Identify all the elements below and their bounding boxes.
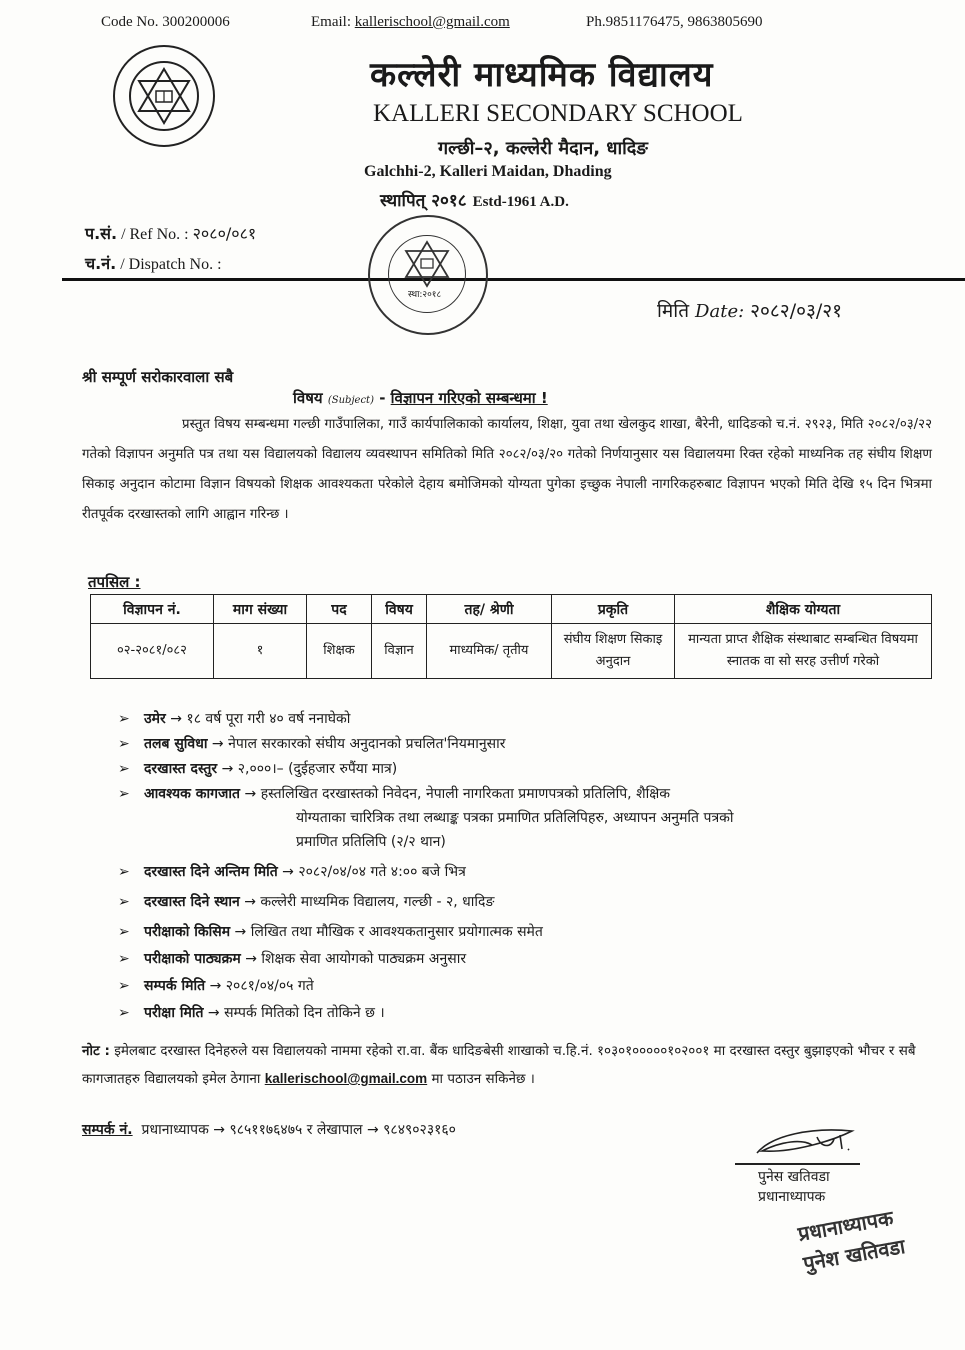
bullet-arrow-icon: ➢ [118,924,130,940]
phone-numbers: Ph.9851176475, 9863805690 [586,14,763,30]
col-nature: प्रकृति [552,595,675,624]
school-name-english: KALLERI SECONDARY SCHOOL [373,100,743,127]
email-line [311,14,510,31]
list-item-location: ➢ दरखास्त दिने स्थान → कल्लेरी माध्यमिक विद्यालय, गल्छी - २, धादिङ [118,890,938,914]
note-email-link[interactable]: kallerischool@gmail.com [264,1071,428,1086]
signature-icon [752,1125,862,1159]
bullet-arrow-icon: ➢ [118,951,130,967]
table-header-row [91,595,932,624]
bullet-arrow-icon: ➢ [118,786,130,802]
list-item-exam-type: ➢ परीक्षाको किसिम → लिखित तथा मौखिक र आवश्यकतानुसार प्रयोगात्मक समेत [118,920,938,944]
list-item-age: ➢ उमेर → १८ वर्ष पूरा गरी ४० वर्ष ननाघेको [118,707,938,731]
school-logo-icon [113,45,215,147]
official-stamp: स्था:२०१८ [368,215,488,335]
signature-line [735,1163,860,1165]
email-link[interactable]: kallerischool@gmail.com [354,14,510,30]
school-name-nepali: कल्लेरी माध्यमिक विद्यालय [370,55,714,95]
salutation: श्री सम्पूर्ण सरोकारवाला सबै [82,368,234,386]
list-item-documents: ➢ आवश्यक कागजात → हस्तलिखित दरखास्तको निवेदन, नेपाली नागरिकता प्रमाणपत्रको प्रतिलिपि, शैक्षिक योग्यताका चारित्रिक तथा लब्धाङ्क पत्रका प्रमाणित प्रतिलिपिहरु, अध्यापन अनुमति पत्रको प्रमाणित प्रतिलिपि (२/२ थान) [118,782,938,854]
address-nepali: गल्छी–२, कल्लेरी मैदान, धादिङ [438,138,648,159]
bullet-arrow-icon: ➢ [118,864,130,880]
col-post: पद [307,595,372,624]
address-english: Galchhi-2, Kalleri Maidan, Dhading [364,163,612,180]
body-paragraph: प्रस्तुत विषय सम्बन्धमा गल्छी गाउँपालिका, गाउँ कार्यपालिकाको कार्यालय, शिक्षा, युवा तथा खेलकुद शाखा, बैरेनी, धादिङको च.नं. २९२३, मिति २०८२/०३/२२ गतेको विज्ञापन अनुमति पत्र तथा यस विद्यालयको विद्यालय व्यवस्थापन समितिको मिति २०८२/०३/२० गतेको निर्णयानुसार यस विद्यालयमा रिक्त रहेको माध्यनिक तह संघीय शिक्षण सिकाइ अनुदान कोटामा विज्ञान विषयको शिक्षक आवश्यकता परेकोले देहाय बमोजिमको योग्यता पुगेका इच्छुक नेपाली नागरिकहरुबाट विज्ञापन भएको मिति देखि १५ दिन भित्रमा रीतपूर्वक दरखास्तको लागि आह्वान गरिन्छ । [82,417,932,522]
list-item-contact-date: ➢ सम्पर्क मिति → २०८१/०४/०५ गते [118,974,938,998]
list-item-exam-date: ➢ परीक्षा मिति → सम्पर्क मितिको दिन तोकिने छ । [118,1001,938,1025]
code-number: Code No. 300200006 [101,14,230,30]
vacancy-table [90,594,932,679]
star-of-david-icon [133,65,195,127]
list-item-curriculum: ➢ परीक्षाको पाठ्यक्रम → शिक्षक सेवा आयोगको पाठ्यक्रम अनुसार [118,947,938,971]
col-level: तह/ श्रेणी [427,595,552,624]
bullet-arrow-icon: ➢ [118,761,130,777]
bullet-arrow-icon: ➢ [118,1005,130,1021]
list-item-fee: ➢ दरखास्त दस्तुर → २,०००।– (दुईहजार रुपैंया मात्र) [118,757,938,781]
bullet-arrow-icon: ➢ [118,711,130,727]
list-item-deadline: ➢ दरखास्त दिने अन्तिम मिति → २०८२/०४/०४ गते ४:०० बजे भित्र [118,860,938,884]
bullet-arrow-icon: ➢ [118,894,130,910]
signatory: पुनेस खतिवडा प्रधानाध्यापक [758,1169,830,1205]
requirements-list [118,707,938,1026]
table-row: ०२-२०८१/०८२ १ शिक्षक विज्ञान माध्यमिक/ तृतीय संघीय शिक्षण सिकाइ अनुदान मान्यता प्राप्त शैक्षिक संस्थाबाट सम्बन्धित विषयमा स्नातक वा सो सरह उत्तीर्ण गरेको [91,624,932,679]
stamp-star-icon [402,239,452,289]
details-label: तपसिल : [88,573,141,591]
bullet-arrow-icon: ➢ [118,978,130,994]
list-item-salary: ➢ तलब सुविधा → नेपाल सरकारको संघीय अनुदानको प्रचलित'नियमानुसार [118,732,938,756]
col-ad-number: विज्ञापन नं. [91,595,214,624]
col-subject: विषय [372,595,427,624]
name-seal: प्रधानाध्यापक पुनेश खतिवडा [796,1205,907,1276]
subject-line: विषय (Subject) - विज्ञापन गरिएको सम्बन्धमा ! [293,389,548,407]
header-divider [62,278,965,281]
established: स्थापित् २०१८ Estd-1961 A.D. [380,191,569,211]
contact-line: सम्पर्क नं. प्रधानाध्यापक → ९८५११७६४७५ र लेखापाल → ९८४९०२३१६० [82,1122,456,1138]
letter-date: मिति Date: २०८२/०३/२१ [657,300,843,322]
col-demand-count: माग संख्या [214,595,307,624]
email-label: Email: [311,14,355,30]
col-qualification: शैक्षिक योग्यता [675,595,932,624]
ref-number: प.सं. / Ref No. : २०८०/०८१ [85,224,257,243]
bullet-arrow-icon: ➢ [118,736,130,752]
note-paragraph: नोट : इमेलबाट दरखास्त दिनेहरुले यस विद्यालयको नाममा रहेको रा.वा. बैंक धादिङबेसी शाखाको च.हि.नं. १०३०१०००००१०२००१ मा दरखास्त दस्तुर बुझाइएको भौचर र सबै कागजातहरु विद्यालयको इमेल ठेगाना kallerischool@gmail.com मा पठाउन सकिनेछ । [82,1043,916,1087]
dispatch-number: च.नं. / Dispatch No. : [85,254,222,273]
